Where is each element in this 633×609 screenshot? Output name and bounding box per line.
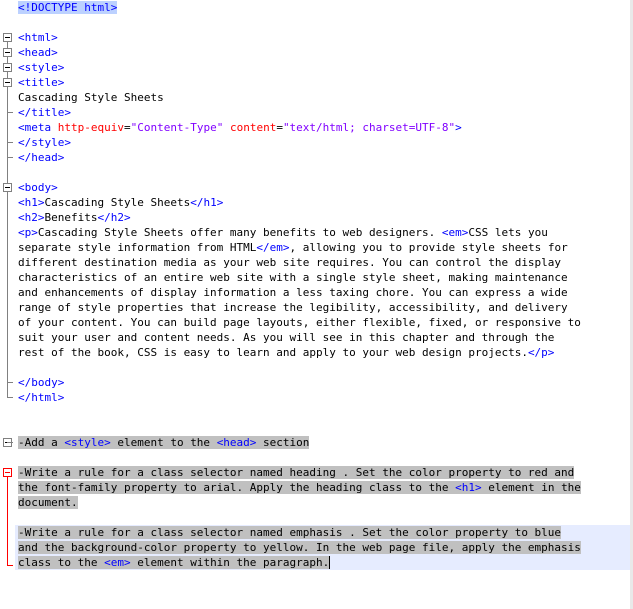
code-line: and enhancements of display information a less taxing chore. You can express a wide: [18, 286, 568, 299]
note-line: and the background-color property to yellow. In the web page file, apply the emphasis: [18, 541, 581, 554]
code-line: rest of the book, CSS is easy to learn and apply to your web design projects.</p>: [18, 346, 555, 359]
code-line: </html>: [18, 391, 65, 404]
note-line: document.: [18, 496, 78, 509]
code-line: of your content. You can build page layouts, either flexible, fixed, or responsive to: [18, 316, 581, 329]
code-line: <html>: [18, 31, 58, 44]
code-line: </body>: [18, 376, 65, 389]
code-line: different destination media as your web site requires. You can control the display: [18, 256, 562, 269]
code-line: characteristics of an entire web site with a single style sheet, making maintenance: [18, 271, 568, 284]
fold-toggle-body[interactable]: [3, 183, 12, 192]
text-cursor: [329, 556, 330, 569]
fold-toggle-html[interactable]: [3, 33, 12, 42]
fold-toggle-head[interactable]: [3, 48, 12, 57]
fold-toggle-title[interactable]: [3, 78, 12, 87]
code-line: <head>: [18, 46, 58, 59]
code-line: Cascading Style Sheets: [18, 91, 164, 104]
code-line: range of style properties that increase the legibility, accessibility, and delivery: [18, 301, 568, 314]
code-line: <!DOCTYPE html>: [18, 1, 118, 14]
code-line: </title>: [18, 106, 71, 119]
code-line: <p>Cascading Style Sheets offer many benefits to web designers. <em>CSS lets you: [18, 226, 548, 239]
code-line: <style>: [18, 61, 65, 74]
code-line: separate style information from HTML</em>, allowing you to provide style sheets for: [18, 241, 568, 254]
note-line: -Add a <style> element to the <head> section: [18, 436, 310, 449]
code-line: <h2>Benefits</h2>: [18, 211, 131, 224]
note-line: -Write a rule for a class selector named emphasis . Set the color property to blue: [18, 526, 562, 539]
fold-toggle-style[interactable]: [3, 63, 12, 72]
code-line: </style>: [18, 136, 71, 149]
code-line: <title>: [18, 76, 65, 89]
code-line: </head>: [18, 151, 65, 164]
note-line: the font-family property to arial. Apply the heading class to the <h1> element in the: [18, 481, 581, 494]
fold-toggle-note-2[interactable]: [3, 468, 12, 477]
note-line: class to the <em> element within the paragraph.: [18, 556, 330, 569]
note-line: -Write a rule for a class selector named heading . Set the color property to red and: [18, 466, 575, 479]
code-line: suit your user and content needs. As you will see in this chapter and through the: [18, 331, 555, 344]
code-line: <meta http-equiv="Content-Type" content="text/html; charset=UTF-8">: [18, 121, 462, 134]
code-line: <h1>Cascading Style Sheets</h1>: [18, 196, 224, 209]
code-line: <body>: [18, 181, 58, 194]
